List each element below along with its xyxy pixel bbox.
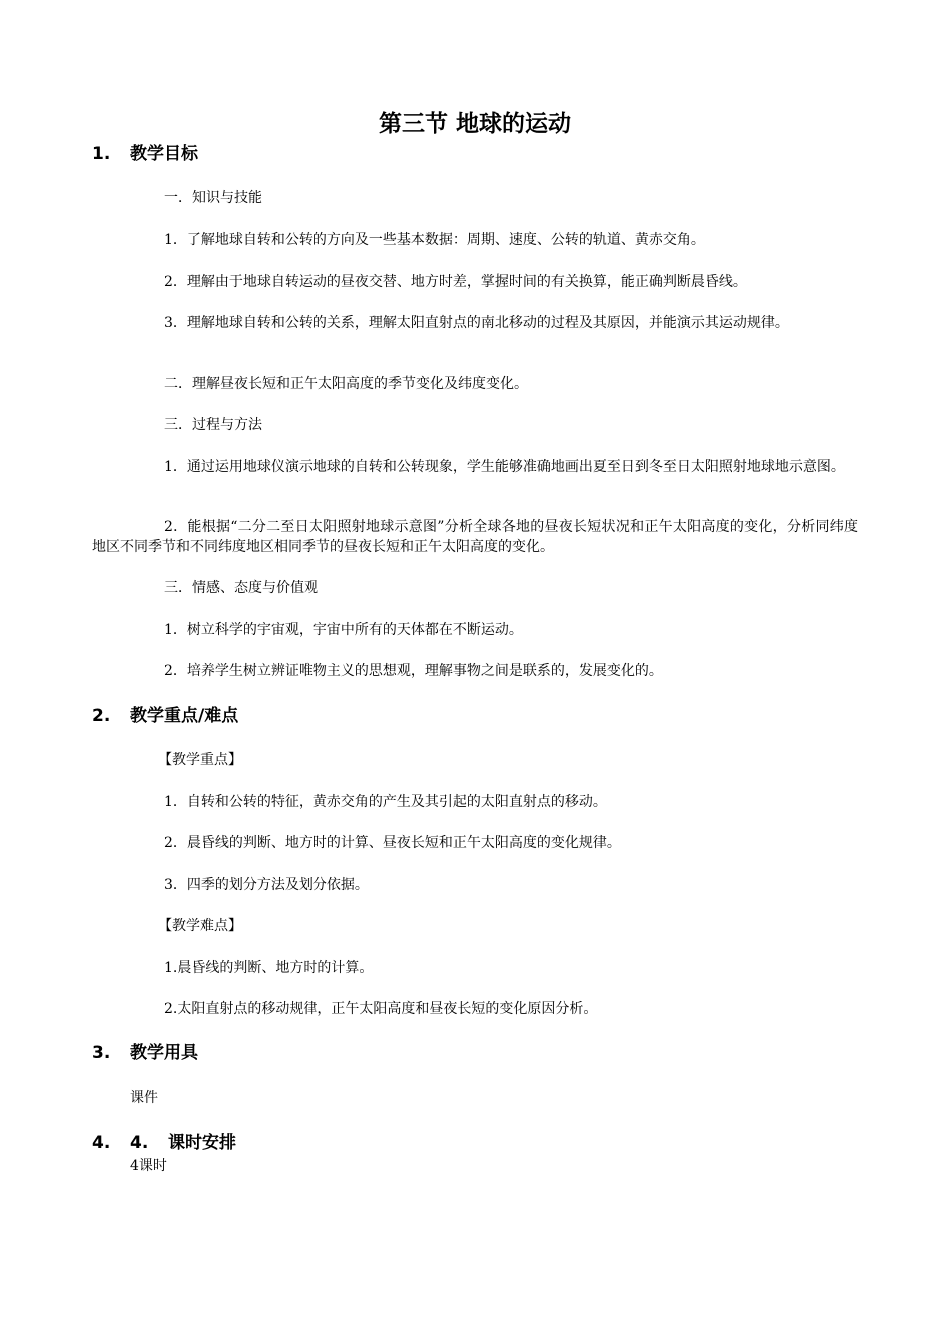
- process-item-2: 2．能根据“二分二至日太阳照射地球示意图”分析全球各地的昼夜长短状况和正午太阳高度的变化，分析同纬度地区不同季节和不同纬度地区相同季节的昼夜长短和正午太阳高度的变化。: [92, 519, 858, 555]
- key-points-header: 【教学重点】: [158, 752, 242, 768]
- knowledge-header: 一．知识与技能: [164, 190, 262, 206]
- knowledge-item-4: 二．理解昼夜长短和正午太阳高度的季节变化及纬度变化。: [164, 376, 528, 392]
- knowledge-item-2: 2．理解由于地球自转运动的昼夜交替、地方时差，掌握时间的有关换算，能正确判断晨昏线。: [164, 274, 747, 290]
- difficult-points-header: 【教学难点】: [158, 918, 242, 934]
- key-point-2: 2．晨昏线的判断、地方时的计算、昼夜长短和正午太阳高度的变化规律。: [164, 835, 621, 851]
- emotion-item-1: 1．树立科学的宇宙观，宇宙中所有的天体都在不断运动。: [164, 622, 523, 638]
- section-title: 教学重点/难点: [130, 706, 239, 726]
- section-number: 4.: [92, 1133, 111, 1153]
- section-title: 教学用具: [130, 1043, 198, 1063]
- section-heading-tools: [92, 1041, 198, 1065]
- section-number: 3.: [92, 1043, 111, 1063]
- section-number: 2.: [92, 706, 111, 726]
- page-title: 第三节 地球的运动: [378, 111, 571, 137]
- process-item-1: 1．通过运用地球仪演示地球的自转和公转现象，学生能够准确地画出夏至日到冬至日太阳照射地球地示意图。: [164, 459, 845, 475]
- schedule-value: 4课时: [130, 1158, 167, 1174]
- difficult-point-2: 2.太阳直射点的移动规律，正午太阳高度和昼夜长短的变化原因分析。: [164, 1001, 598, 1017]
- section-title: 课时安排: [168, 1133, 236, 1153]
- process-header: 三．过程与方法: [164, 417, 262, 433]
- section-heading-schedule: [92, 1131, 236, 1155]
- section-number: 1.: [92, 144, 111, 164]
- key-point-3: 3．四季的划分方法及划分依据。: [164, 877, 369, 893]
- section-heading-objectives: [92, 142, 198, 166]
- emotion-header: 三．情感、态度与价值观: [164, 580, 318, 596]
- knowledge-item-3: 3．理解地球自转和公转的关系，理解太阳直射点的南北移动的过程及其原因，并能演示其运动规律。: [164, 315, 789, 331]
- emotion-item-2: 2．培养学生树立辨证唯物主义的思想观，理解事物之间是联系的，发展变化的。: [164, 663, 663, 679]
- knowledge-item-1: 1．了解地球自转和公转的方向及一些基本数据：周期、速度、公转的轨道、黄赤交角。: [164, 232, 705, 248]
- key-point-1: 1．自转和公转的特征，黄赤交角的产生及其引起的太阳直射点的移动。: [164, 794, 607, 810]
- tools-value: 课件: [130, 1090, 158, 1106]
- section-heading-key-points: [92, 704, 238, 728]
- section-subnumber: 4.: [130, 1133, 149, 1153]
- difficult-point-1: 1.晨昏线的判断、地方时的计算。: [164, 960, 374, 976]
- section-title: 教学目标: [130, 144, 198, 164]
